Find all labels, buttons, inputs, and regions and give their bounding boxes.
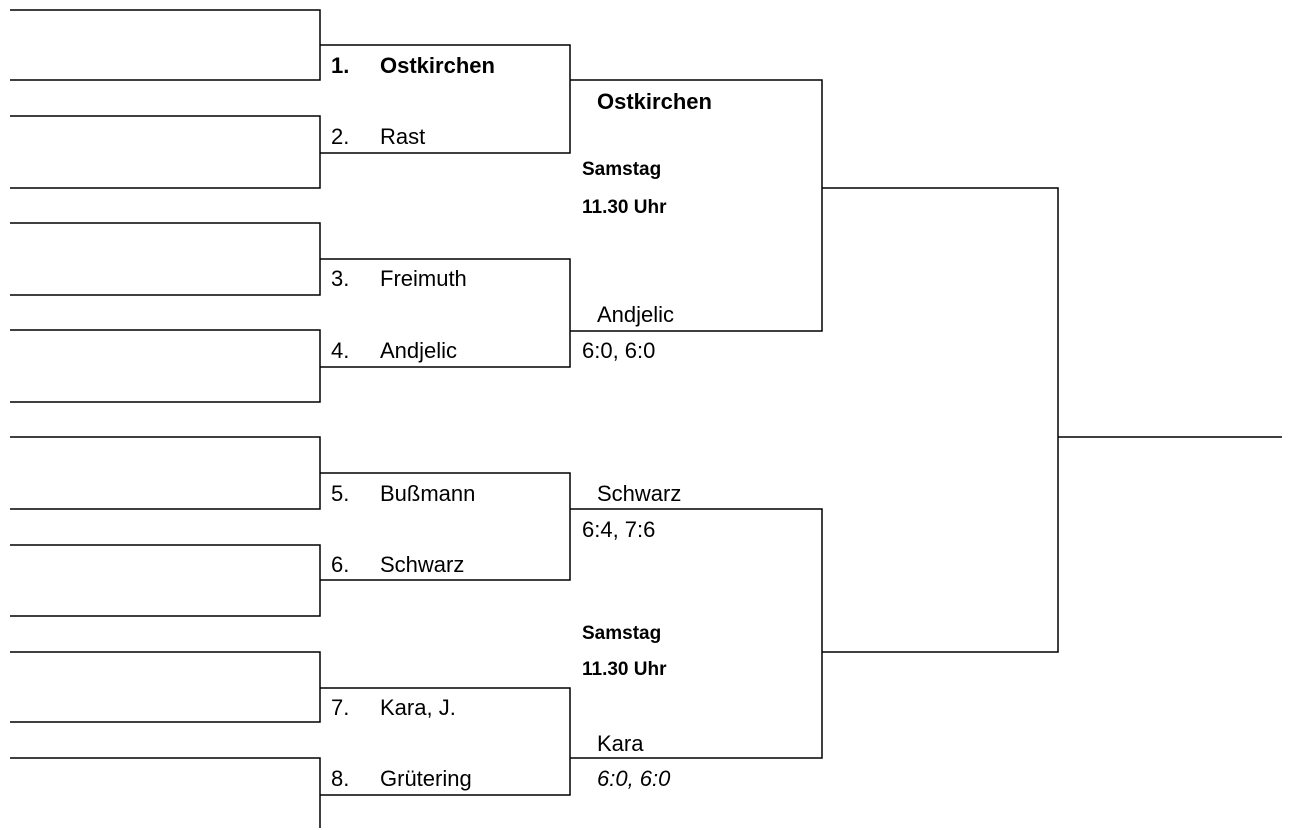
sf-day: Samstag [582, 159, 662, 180]
seed-number: 5. [331, 481, 350, 506]
qf-winner: Andjelic [597, 302, 675, 327]
seed-number: 6. [331, 552, 350, 577]
sf-day: Samstag [582, 623, 662, 644]
final-bracket [822, 188, 1058, 652]
qf-score: 6:0, 6:0 [597, 766, 671, 791]
qf-winner: Ostkirchen [597, 89, 712, 114]
player-name: Grütering [380, 766, 472, 791]
player-name: Andjelic [380, 338, 458, 363]
player-name: Rast [380, 124, 426, 149]
qf-winner: Kara [597, 731, 644, 756]
r1-bracket-2 [10, 116, 320, 188]
seed-number: 3. [331, 266, 350, 291]
player-name: Schwarz [380, 552, 465, 577]
player-name: Kara, J. [380, 695, 456, 720]
r1-bracket-7 [10, 652, 320, 722]
sf-time: 11.30 Uhr [582, 659, 667, 680]
sf-time: 11.30 Uhr [582, 197, 667, 218]
seed-number: 7. [331, 695, 350, 720]
r1-bracket-4 [10, 330, 320, 402]
seed-number: 2. [331, 124, 350, 149]
player-name: Ostkirchen [380, 53, 495, 78]
player-name: Bußmann [380, 481, 476, 506]
player-name: Freimuth [380, 266, 467, 291]
seed-number: 1. [331, 53, 350, 78]
qf-score: 6:0, 6:0 [582, 338, 656, 363]
r1-bracket-5 [10, 437, 320, 509]
seed-number: 8. [331, 766, 350, 791]
r1-bracket-6 [10, 545, 320, 616]
qf-winner: Schwarz [597, 481, 682, 506]
r1-bracket-8 [10, 758, 320, 828]
qf-score: 6:4, 7:6 [582, 517, 656, 542]
seed-number: 4. [331, 338, 350, 363]
r1-bracket-1 [10, 10, 320, 80]
r1-bracket-3 [10, 223, 320, 295]
